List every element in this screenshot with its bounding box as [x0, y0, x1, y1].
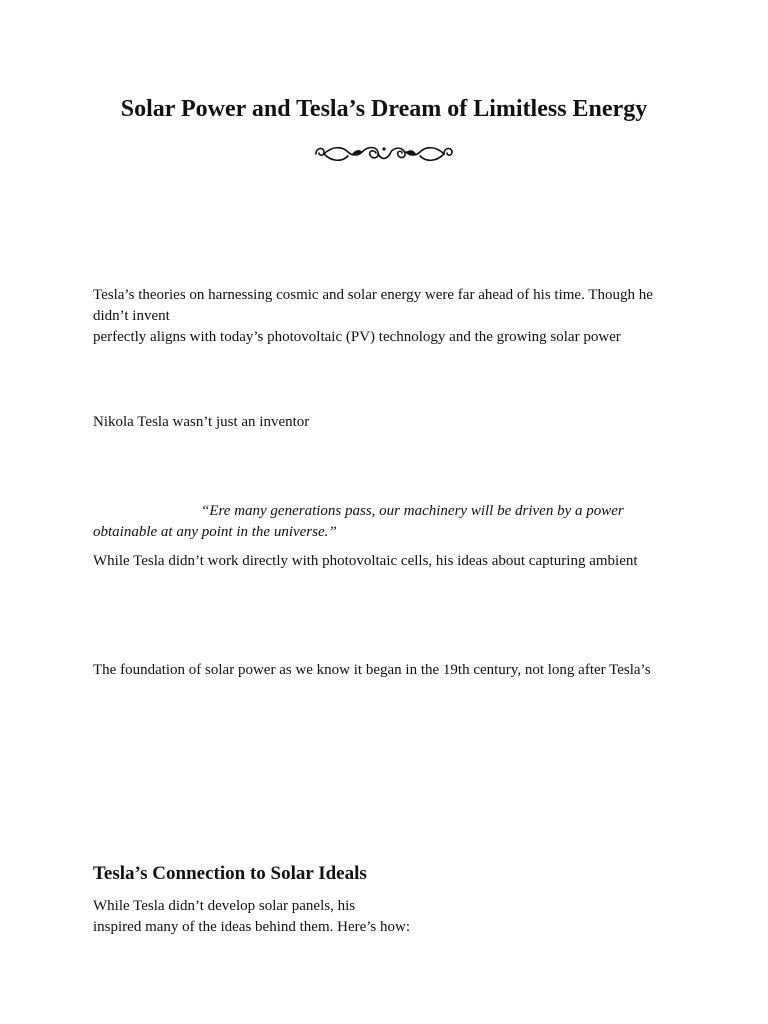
- inventor-paragraph: [93, 412, 693, 433]
- photovoltaic-paragraph: [93, 551, 693, 572]
- paragraph-line: The foundation of solar power as we know it began in the 19th century, not long after Tesla’s: [93, 662, 651, 678]
- paragraph-line: perfectly aligns with today’s photovoltaic (PV) technology and the growing solar power: [93, 329, 621, 345]
- paragraph-line: While Tesla didn’t develop solar panels, his: [93, 898, 356, 914]
- section-heading: Tesla’s Connection to Solar Ideals: [93, 863, 367, 884]
- quote-line: obtainable at any point in the universe.”: [93, 524, 337, 540]
- paragraph-line: Tesla’s theories on harnessing cosmic and solar energy were far ahead of his time. Though he: [93, 287, 653, 303]
- paragraph-line: inspired many of the ideas behind them. Here’s how:: [93, 919, 411, 935]
- section-paragraph: [93, 896, 693, 938]
- intro-paragraph: [93, 285, 693, 348]
- page-title: Solar Power and Tesla’s Dream of Limitless Energy: [120, 96, 648, 122]
- paragraph-line: Nikola Tesla wasn’t just an inventor: [93, 414, 310, 430]
- foundation-paragraph: [93, 660, 693, 681]
- paragraph-line: didn’t invent: [93, 308, 170, 324]
- paragraph-line: While Tesla didn’t work directly with photovoltaic cells, his ideas about capturing ambient: [93, 553, 638, 569]
- tesla-quote: [93, 501, 693, 543]
- flourish-divider-icon: [312, 140, 456, 168]
- quote-line: “Ere many generations pass, our machinery will be driven by a power: [201, 503, 624, 519]
